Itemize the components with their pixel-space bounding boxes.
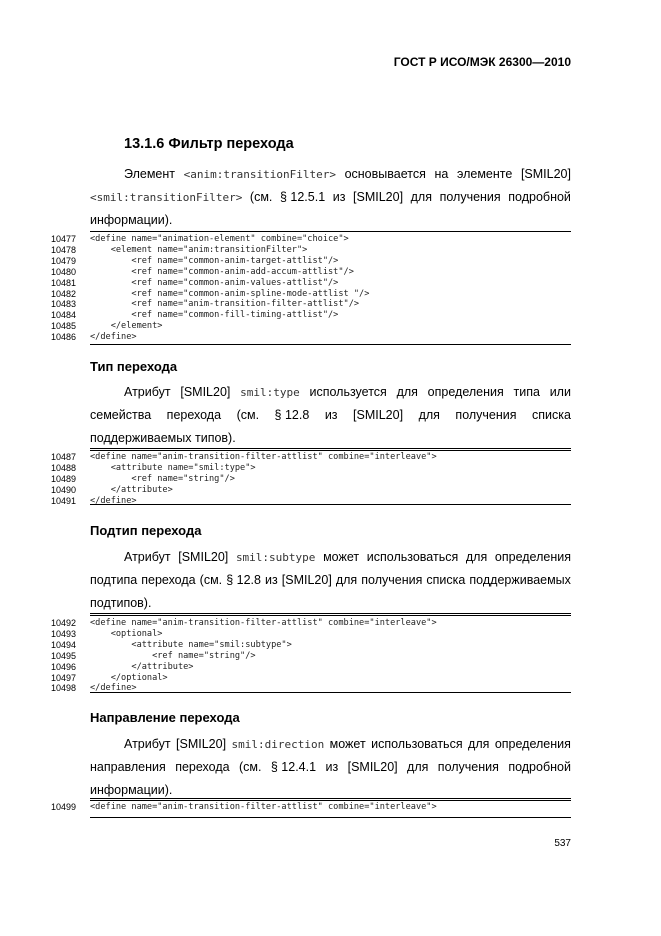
word: для [407,760,429,774]
word: [SMIL20] [520,167,571,181]
word: подробной [508,760,571,774]
word: § 12.5.1 [279,190,326,204]
word: (см. [238,760,262,774]
line-number: 10481 [51,277,77,288]
code-text: <ref name="common-anim-values-attlist"/> [90,277,339,288]
word: [SMIL20] [353,408,404,422]
word: § 12.8 [274,408,310,422]
code-text: <optional> [90,628,163,639]
code-rule-bottom [90,504,571,505]
type-line-2 [90,404,571,427]
code-line [0,452,661,462]
code-term: <anim:transitionFilter> [183,168,336,181]
line-number: 10493 [51,628,77,639]
direction-paragraph [90,733,571,802]
code-line [0,629,661,639]
code-line [0,640,661,650]
code-text: </attribute> [90,661,194,672]
word: (см. [249,190,273,204]
word: получения [439,190,501,204]
word: § 12.8 [226,573,261,587]
code-text: <ref name="anim-transition-filter-attlist"/> [90,299,360,310]
word: из [332,190,346,204]
line-number: 10489 [51,473,77,484]
line-number: 10487 [51,452,77,462]
page-header: ГОСТ Р ИСО/МЭК 26300—2010 [393,55,571,69]
word: направления [90,760,166,774]
code-text: <element name="anim:transitionFilter"> [90,244,308,255]
code-text: <define name="animation-element" combine="choice"> [90,234,349,244]
direction-line-2 [90,756,571,779]
code-text: <ref name="string"/> [90,473,235,484]
word: (см. [199,573,223,587]
word: семейства [90,408,152,422]
word: получения [455,408,517,422]
code-term: smil:direction [231,738,325,751]
word: подробной [508,190,571,204]
code-line [0,618,661,628]
code-text: <ref name="common-fill-timing-attlist"/> [90,310,339,321]
line-number: 10498 [51,683,77,694]
subtype-line-1 [90,546,571,569]
type-line-3: поддерживаемых типов). [90,431,236,445]
code-line [0,289,661,299]
line-number: 10482 [51,288,77,299]
word: может [329,737,366,751]
code-text: <define name="anim-transition-filter-attlist" combine="interleave"> [90,452,437,462]
code-line [0,463,661,473]
code-line [0,651,661,661]
code-text: </define> [90,495,137,506]
subtype-paragraph [90,546,571,615]
word: определения [427,385,504,399]
line-number: 10484 [51,310,77,321]
line-number: 10496 [51,661,77,672]
word: для [465,550,488,564]
word: из [265,573,278,587]
code-line [0,245,661,255]
word: или [549,385,571,399]
word: для [468,737,490,751]
line-number: 10486 [51,332,77,343]
line-number: 10494 [51,639,77,650]
line-number: 10479 [51,255,77,266]
code-text: <ref name="common-anim-spline-mode-attlist "/> [90,288,370,299]
word: на [434,167,449,181]
word: для [410,190,432,204]
line-number: 10491 [51,495,77,506]
code-line [0,310,661,320]
word: перехода [166,408,222,422]
subtype-line-3: подтипов). [90,596,152,610]
word: Атрибут [124,737,171,751]
intro-line-3: информации). [90,213,173,227]
code-rule-bottom [90,692,571,693]
code-term: smil:type [240,386,300,399]
word: списка [426,573,466,587]
word: использоваться [366,550,459,564]
word: Элемент [124,167,175,181]
type-paragraph [90,381,571,450]
section-title: 13.1.6 Фильтр перехода [124,136,294,152]
code-line [0,267,661,277]
code-line [0,278,661,288]
code-text: <attribute name="smil:type"> [90,462,256,473]
line-number: 10483 [51,299,77,310]
word: [SMIL20] [180,385,231,399]
code-term: <smil:transitionFilter> [90,191,243,204]
code-line [0,485,661,495]
word: получения [437,760,499,774]
word: для [335,573,358,587]
type-line-1 [90,381,571,404]
subsection-title-type: Тип перехода [90,359,178,374]
direction-line-3: информации). [90,783,173,797]
word: (см. [236,408,260,422]
code-text: <ref name="common-anim-target-attlist"/> [90,255,339,266]
code-text: </define> [90,683,137,694]
page-number: 537 [554,838,571,849]
word: [SMIL20] [178,550,229,564]
line-number: 10478 [51,244,77,255]
code-line [0,474,661,484]
direction-line-1 [90,733,571,756]
subsection-title-subtype: Подтип перехода [90,523,202,538]
word: может [323,550,360,564]
word: [SMIL20] [281,573,332,587]
code-text: <define name="anim-transition-filter-attlist" combine="interleave"> [90,802,437,812]
code-rule-top [90,613,571,616]
word: из [324,408,338,422]
subtype-line-2 [90,569,571,592]
word: списка [532,408,571,422]
word: подтипа [90,573,138,587]
code-line [0,234,661,244]
word: определения [494,737,571,751]
code-line [0,673,661,683]
code-rule-bottom [90,817,571,818]
line-number: 10492 [51,618,77,628]
code-text: </optional> [90,672,168,683]
code-line [0,321,661,331]
code-term: smil:subtype [235,551,316,564]
line-number: 10499 [51,802,77,812]
code-rule-top [90,448,571,451]
word: элементе [456,167,513,181]
code-text: <ref name="common-anim-add-accum-attlist"/> [90,266,354,277]
word: перехода [141,573,196,587]
code-line [0,662,661,672]
word: поддерживаемых [469,573,571,587]
word: получения [361,573,423,587]
intro-line-1 [90,163,571,186]
word: типа [513,385,540,399]
word: Атрибут [124,550,171,564]
line-number: 10480 [51,266,77,277]
word: для [418,408,440,422]
word: определения [494,550,571,564]
line-number: 10497 [51,672,77,683]
line-number: 10485 [51,321,77,332]
code-line [0,802,661,812]
word: используется [309,385,387,399]
line-number: 10490 [51,484,77,495]
intro-line-2 [90,186,571,209]
word: основывается [344,167,426,181]
subsection-title-direction: Направление перехода [90,710,240,725]
line-number: 10495 [51,650,77,661]
code-text: <ref name="string"/> [90,650,256,661]
line-number: 10477 [51,234,77,244]
code-text: </define> [90,332,137,343]
code-line [0,299,661,309]
word: из [325,760,339,774]
word: § 12.4.1 [270,760,317,774]
code-line [0,256,661,266]
word: [SMIL20] [176,737,227,751]
code-text: </attribute> [90,484,173,495]
code-line [0,332,661,342]
word: перехода [175,760,230,774]
word: [SMIL20] [353,190,404,204]
line-number: 10488 [51,462,77,473]
code-text: <attribute name="smil:subtype"> [90,639,292,650]
word: для [396,385,418,399]
code-rule-top [90,798,571,801]
code-rule-bottom [90,344,571,345]
word: Атрибут [124,385,171,399]
word: [SMIL20] [347,760,398,774]
code-text: <define name="anim-transition-filter-attlist" combine="interleave"> [90,618,437,628]
code-text: </element> [90,321,163,332]
word: использоваться [371,737,463,751]
intro-paragraph [90,163,571,232]
code-rule-top [90,231,571,232]
